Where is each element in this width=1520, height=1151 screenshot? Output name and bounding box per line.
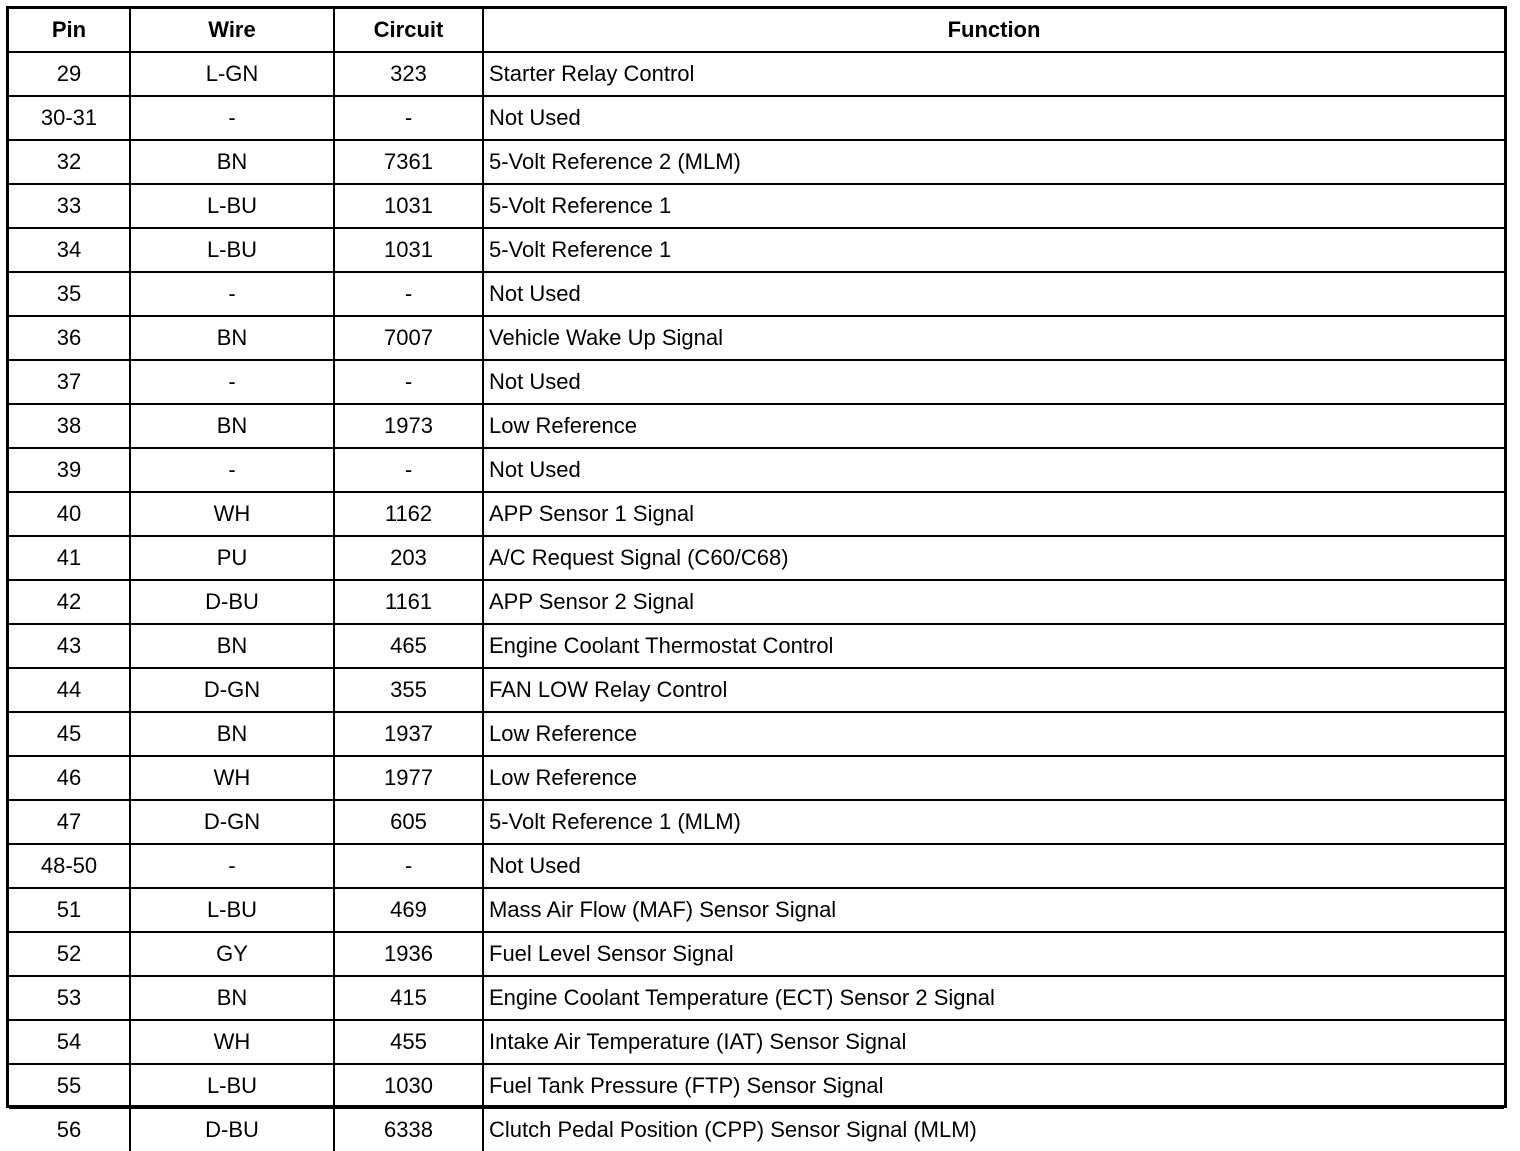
table-row [9, 712, 1504, 756]
table-row [9, 888, 1504, 932]
table-row [9, 624, 1504, 668]
table-row [9, 580, 1504, 624]
cell-circuit: 1031 [334, 184, 483, 228]
cell-wire: PU [130, 536, 334, 580]
cell-pin: 34 [9, 228, 130, 272]
cell-wire: D-BU [130, 1108, 334, 1151]
cell-function: Low Reference [483, 404, 1504, 448]
cell-wire: BN [130, 404, 334, 448]
cell-function: Vehicle Wake Up Signal [483, 316, 1504, 360]
cell-wire: - [130, 360, 334, 404]
cell-function: Not Used [483, 272, 1504, 316]
cell-pin: 40 [9, 492, 130, 536]
cell-pin: 45 [9, 712, 130, 756]
table-row [9, 448, 1504, 492]
cell-wire: GY [130, 932, 334, 976]
cell-pin: 35 [9, 272, 130, 316]
cell-circuit: 1937 [334, 712, 483, 756]
cell-wire: L-BU [130, 184, 334, 228]
cell-circuit: 605 [334, 800, 483, 844]
cell-wire: BN [130, 140, 334, 184]
cell-circuit: 1161 [334, 580, 483, 624]
table-row [9, 52, 1504, 96]
cell-function: 5-Volt Reference 2 (MLM) [483, 140, 1504, 184]
table-row [9, 1020, 1504, 1064]
cell-function: Clutch Pedal Position (CPP) Sensor Signal (MLM) [483, 1108, 1504, 1151]
column-header-wire: Wire [130, 9, 334, 52]
cell-circuit: 7007 [334, 316, 483, 360]
connector-pinout-table [9, 9, 1504, 1151]
table-row [9, 184, 1504, 228]
table-body [9, 52, 1504, 1151]
cell-circuit: - [334, 272, 483, 316]
cell-wire: L-BU [130, 1064, 334, 1108]
cell-circuit: - [334, 96, 483, 140]
cell-wire: BN [130, 976, 334, 1020]
cell-function: Fuel Tank Pressure (FTP) Sensor Signal [483, 1064, 1504, 1108]
table-row [9, 800, 1504, 844]
cell-pin: 38 [9, 404, 130, 448]
table-row [9, 536, 1504, 580]
table-row [9, 976, 1504, 1020]
cell-circuit: - [334, 448, 483, 492]
table-row [9, 404, 1504, 448]
cell-wire: D-GN [130, 800, 334, 844]
table-row [9, 756, 1504, 800]
column-header-function: Function [483, 9, 1504, 52]
cell-function: Starter Relay Control [483, 52, 1504, 96]
column-header-circuit: Circuit [334, 9, 483, 52]
table-row [9, 932, 1504, 976]
cell-wire: WH [130, 756, 334, 800]
cell-function: Low Reference [483, 712, 1504, 756]
cell-function: Low Reference [483, 756, 1504, 800]
cell-pin: 56 [9, 1108, 130, 1151]
table-row [9, 1064, 1504, 1108]
cell-pin: 46 [9, 756, 130, 800]
cell-function: Engine Coolant Temperature (ECT) Sensor 2 Signal [483, 976, 1504, 1020]
cell-circuit: 455 [334, 1020, 483, 1064]
cell-circuit: 1977 [334, 756, 483, 800]
cell-function: Not Used [483, 844, 1504, 888]
cell-pin: 44 [9, 668, 130, 712]
cell-circuit: 465 [334, 624, 483, 668]
table-row [9, 668, 1504, 712]
cell-circuit: 7361 [334, 140, 483, 184]
table-row [9, 228, 1504, 272]
cell-circuit: 203 [334, 536, 483, 580]
cell-wire: WH [130, 492, 334, 536]
cell-function: FAN LOW Relay Control [483, 668, 1504, 712]
cell-pin: 33 [9, 184, 130, 228]
cell-pin: 51 [9, 888, 130, 932]
cell-wire: D-BU [130, 580, 334, 624]
cell-circuit: 1030 [334, 1064, 483, 1108]
cell-function: APP Sensor 1 Signal [483, 492, 1504, 536]
table-row [9, 272, 1504, 316]
cell-pin: 37 [9, 360, 130, 404]
cell-pin: 47 [9, 800, 130, 844]
cell-function: 5-Volt Reference 1 [483, 228, 1504, 272]
cell-pin: 53 [9, 976, 130, 1020]
cell-pin: 39 [9, 448, 130, 492]
cell-function: 5-Volt Reference 1 [483, 184, 1504, 228]
cell-pin: 42 [9, 580, 130, 624]
cell-circuit: - [334, 360, 483, 404]
cell-circuit: 1031 [334, 228, 483, 272]
cell-wire: BN [130, 624, 334, 668]
cell-function: 5-Volt Reference 1 (MLM) [483, 800, 1504, 844]
cell-circuit: - [334, 844, 483, 888]
cell-wire: - [130, 448, 334, 492]
table-row [9, 360, 1504, 404]
cell-wire: L-BU [130, 228, 334, 272]
cell-circuit: 1936 [334, 932, 483, 976]
cell-pin: 36 [9, 316, 130, 360]
cell-pin: 52 [9, 932, 130, 976]
cell-function: Fuel Level Sensor Signal [483, 932, 1504, 976]
cell-pin: 41 [9, 536, 130, 580]
cell-circuit: 6338 [334, 1108, 483, 1151]
table-row [9, 96, 1504, 140]
table-row [9, 492, 1504, 536]
cell-pin: 32 [9, 140, 130, 184]
cell-function: Engine Coolant Thermostat Control [483, 624, 1504, 668]
cell-wire: D-GN [130, 668, 334, 712]
cell-circuit: 415 [334, 976, 483, 1020]
cell-wire: - [130, 844, 334, 888]
column-header-pin: Pin [9, 9, 130, 52]
cell-function: Not Used [483, 360, 1504, 404]
cell-wire: BN [130, 316, 334, 360]
cell-function: Mass Air Flow (MAF) Sensor Signal [483, 888, 1504, 932]
cell-pin: 54 [9, 1020, 130, 1064]
cell-wire: WH [130, 1020, 334, 1064]
table-row [9, 844, 1504, 888]
cell-circuit: 1973 [334, 404, 483, 448]
cell-pin: 30-31 [9, 96, 130, 140]
table-row [9, 140, 1504, 184]
cell-pin: 48-50 [9, 844, 130, 888]
connector-pinout-table-frame [6, 6, 1507, 1142]
cell-circuit: 355 [334, 668, 483, 712]
cell-wire: - [130, 272, 334, 316]
cell-pin: 55 [9, 1064, 130, 1108]
table-row [9, 316, 1504, 360]
cell-function: Intake Air Temperature (IAT) Sensor Signal [483, 1020, 1504, 1064]
cell-pin: 43 [9, 624, 130, 668]
table-row [9, 1108, 1504, 1151]
cell-function: A/C Request Signal (C60/C68) [483, 536, 1504, 580]
cell-circuit: 469 [334, 888, 483, 932]
cell-wire: BN [130, 712, 334, 756]
cell-wire: - [130, 96, 334, 140]
table-header-row [9, 9, 1504, 52]
cell-circuit: 1162 [334, 492, 483, 536]
cell-function: Not Used [483, 96, 1504, 140]
cell-wire: L-BU [130, 888, 334, 932]
cell-pin: 29 [9, 52, 130, 96]
cell-wire: L-GN [130, 52, 334, 96]
cell-circuit: 323 [334, 52, 483, 96]
cell-function: Not Used [483, 448, 1504, 492]
cell-function: APP Sensor 2 Signal [483, 580, 1504, 624]
